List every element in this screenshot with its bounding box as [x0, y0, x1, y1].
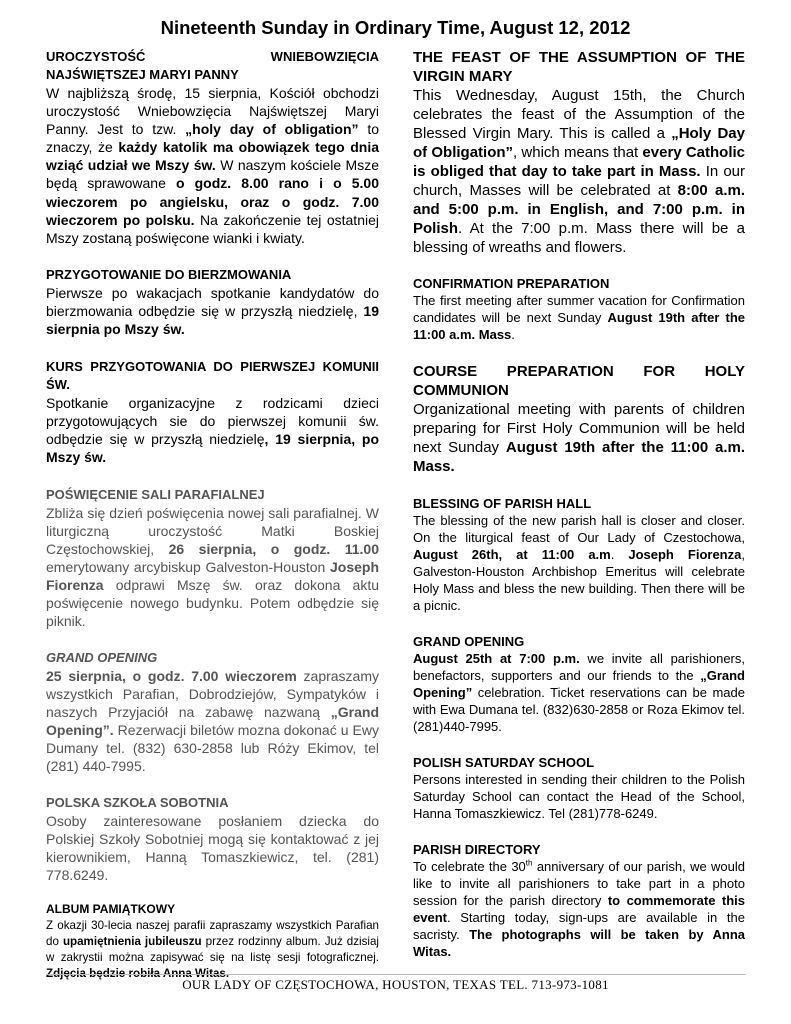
- section-body: The first meeting after summer vacation for Confirmation candidates will be next Sunday August 19th after the 11:00 a.m. Mass.: [413, 293, 745, 342]
- section-heading: BLESSING OF PARISH HALL: [413, 496, 592, 511]
- page-title: Nineteenth Sunday in Ordinary Time, August 12, 2012: [160, 17, 631, 38]
- section-album: [46, 901, 379, 982]
- section-body: Zbliża się dzień poświęcenia nowej sali parafialnej. W liturgiczną uroczystość Matki Boskiej Częstochowskiej, 26 sierpnia, o godz. 11.00 emerytowany arcybiskup Galveston-Houston Joseph Fiorenza odprawi Mszę św. oraz dokona aktu poświęcenie nowego budynku. Potem odbędzie się piknik.: [46, 504, 379, 629]
- section-heading: POLISH SATURDAY SCHOOL: [413, 755, 595, 770]
- left-column-polish: [46, 48, 379, 981]
- section-body: 25 sierpnia, o godz. 7.00 wieczorem zapraszamy wszystkich Parafian, Dobrodziejów, Sympatyków i naszych Przyjaciół na zabawę nazwaną „Grand Opening”. Rezerwacji biletów mozna dokonać u Ewy Dumany tel. (832) 630-2858 lub Róży Ekimov, tel (281) 440-7995.: [46, 667, 380, 774]
- section-assumption: [413, 48, 745, 257]
- section-body: Organizational meeting with parents of children preparing for First Holy Communion will be held next Sunday August 19th after the 11:00 a.m. Mass.: [413, 401, 745, 475]
- section-body: Osoby zainteresowane posłaniem dziecka do Polskiej Szkoły Sobotniej mogą się kontaktować z jej kierownikiem, Hanną Tomaszkiewicz, tel. (281) 778.6249.: [46, 812, 379, 883]
- section-heading: ALBUM PAMIĄTKOWY: [46, 901, 176, 916]
- section-poswiecenie: [46, 486, 379, 630]
- heading-part: WNIEBOWZIĘCIA: [270, 49, 379, 64]
- section-body: August 25th at 7:00 p.m. we invite all parishioners, benefactors, supporters and our friends to the „Grand Opening” celebration. Ticket reservations can be made with Ewa Dumana tel. (832)630-2858 or Roza Ekimov tel. (281)440-7995.: [413, 651, 745, 734]
- section-body: Z okazji 30-lecia naszej parafii zapraszamy wszystkich Parafian do upamiętnienia jubileuszu przez rodzinny album. Już dzisiaj w zakrystii można zapisywać się na listę sesji fotograficznej. Zdjęcia będzie robiła Anna Witas.: [46, 918, 379, 980]
- section-heading: GRAND OPENING: [46, 649, 158, 665]
- section-body: Pierwsze po wakacjach spotkanie kandydatów do bierzmowania odbędzie się w przyszłą niedzielę, 19 sierpnia po Mszy św.: [46, 284, 379, 337]
- section-heading: COURSE PREPARATION FOR HOLY COMMUNION: [413, 363, 745, 399]
- section-body: Persons interested in sending their children to the Polish Saturday School can contact the Head of the School, Hanna Tomaszkiewicz. Tel (281)778-6249.: [413, 772, 745, 821]
- section-komunia: [46, 358, 379, 466]
- section-body: The blessing of the new parish hall is closer and closer. On the liturgical feast of Our Lady of Czestochowa, August 26th, at 11:00 a.m. Joseph Fiorenza, Galveston-Houston Archbishop Emeritus will celebrate Holy Mass and bless the new building. Then there will be a picnic.: [413, 513, 745, 613]
- section-body: This Wednesday, August 15th, the Church celebrates the feast of the Assumption of the Blessed Virgin Mary. This is called a „Holy Day of Obligation”, which means that every Catholic is obliged that day to take part in Mass. In our church, Masses will be celebrated at 8:00 a.m. and 5:00 p.m. in English, and 7:00 p.m. in Polish. At the 7:00 p.m. Mass there will be a blessing of wreaths and flowers.: [413, 87, 746, 256]
- section-heading: NAJŚWIĘTSZEJ MARYI PANNY: [46, 67, 239, 82]
- section-body: To celebrate the 30th anniversary of our parish, we would like to invite all parishioners to take part in a photo session for the parish directory to commemorate this event. Starting today, sign-ups are available in the sacristy. The photographs will be taken by Anna Witas.: [413, 858, 745, 959]
- section-parish-directory: [413, 841, 745, 960]
- footer-contact: OUR LADY OF CZĘSTOCHOWA, HOUSTON, TEXAS TEL. 713-973-1081: [182, 977, 609, 992]
- section-heading: CONFIRMATION PREPARATION: [413, 276, 610, 291]
- section-bierzmowanie: [46, 266, 379, 338]
- section-grand-opening-pl: [46, 649, 379, 775]
- section-heading: GRAND OPENING: [413, 634, 525, 649]
- section-szkola-sobotnia: [46, 794, 379, 884]
- section-grand-opening-en: [413, 633, 745, 735]
- section-parish-hall: [413, 495, 745, 614]
- section-heading: PARISH DIRECTORY: [413, 842, 541, 857]
- section-heading: [46, 48, 379, 66]
- section-confirmation: [413, 275, 745, 343]
- section-heading: PRZYGOTOWANIE DO BIERZMOWANIA: [46, 266, 292, 282]
- section-heading: POLSKA SZKOŁA SOBOTNIA: [46, 794, 229, 810]
- section-holy-communion: [413, 362, 745, 476]
- section-uroczystosc: [46, 48, 379, 247]
- section-body: Spotkanie organizacyjne z rodzicami dzieci przygotowujących sie do pierwszej komunii św. odbędzie się w przyszłą niedzielę, 19 sierpnia, po Mszy św.: [46, 394, 379, 465]
- section-body: W najbliższą środę, 15 sierpnia, Kościół obchodzi uroczystość Wniebowzięcia Najświętszej Maryi Panny. Jest to tzw. „holy day of obligation” to znaczy, że każdy katolik ma obowiązek tego dnia wziąć udział we Mszy św. W naszym kościele Msze będą sprawowane o godz. 8.00 rano i o 5.00 wieczorem po angielsku, oraz o godz. 7.00 wieczorem po polsku. Na zakończenie tej ostatniej Mszy zostaną poświęcone wianki i kwiaty.: [46, 85, 379, 246]
- heading-part: UROCZYSTOŚĆ: [46, 49, 146, 64]
- section-heading: POŚWIĘCENIE SALI PARAFIALNEJ: [46, 486, 265, 502]
- section-saturday-school: [413, 754, 745, 822]
- section-heading: THE FEAST OF THE ASSUMPTION OF THE VIRGIN MARY: [413, 49, 745, 85]
- section-heading: KURS PRZYGOTOWANIA DO PIERWSZEJ KOMUNII ŚW.: [46, 358, 379, 392]
- right-column-english: [413, 48, 745, 960]
- footer-divider: [46, 974, 746, 975]
